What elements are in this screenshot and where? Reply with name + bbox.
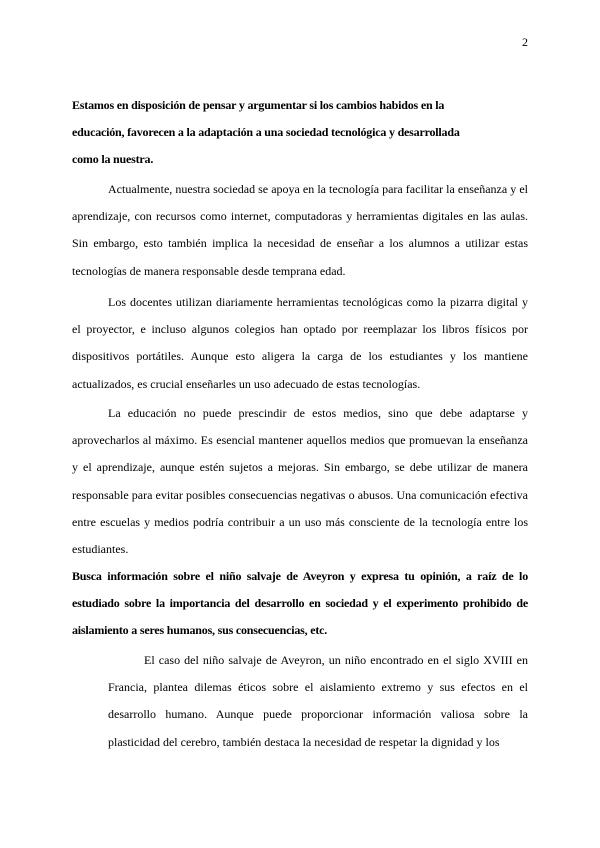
heading-1-line: educación, favorecen a la adaptación a una sociedad tecnológica y desarrollada: [72, 125, 460, 140]
section-heading-2: Busca información sobre el niño salvaje de Aveyron y expresa tu opinión, a raíz de lo estudiado sobre la importancia del desarrollo en sociedad y el experimento prohibido de aislamiento a seres humanos, sus consecuencias, etc.: [72, 569, 528, 638]
paragraph-teachers-tools: Los docentes utilizan diariamente herramientas tecnológicas como la pizarra digital y el proyector, e incluso algunos colegios han optado por reemplazar los libros físicos por dispositivos portátiles. Aunque esto aligera la carga de los estudiantes y los mantiene actualizados, es crucial enseñarles un uso adecuado de estas tecnologías.: [72, 295, 528, 391]
heading-1-line: como la nuestra.: [72, 152, 154, 167]
section-heading-1: [72, 92, 528, 174]
page-number: 2: [522, 35, 528, 49]
heading-1-line: Estamos en disposición de pensar y argumentar si los cambios habidos en la: [72, 98, 445, 112]
paragraph-aveyron-case: El caso del niño salvaje de Aveyron, un niño encontrado en el siglo XVIII en Francia, plantea dilemas éticos sobre el aislamiento extremo y sus efectos en el desarrollo humano. Aunque puede proporcionar información valiosa sobre la plasticidad del cerebro, también destaca la necesidad de respetar la dignidad y los: [108, 653, 528, 749]
paragraph-education-media: La educación no puede prescindir de estos medios, sino que debe adaptarse y aprovecharlos al máximo. Es esencial mantener aquellos medios que promuevan la enseñanza y el aprendizaje, aunque estén sujetos a mejoras. Sin embargo, se debe utilizar de manera responsable para evitar posibles consecuencias negativas o abusos. Una comunicación efectiva entre escuelas y medios podría contribuir a un uso más consciente de la tecnología entre los estudiantes.: [72, 406, 528, 557]
paragraph-technology-society: Actualmente, nuestra sociedad se apoya en la tecnología para facilitar la enseñanza y el aprendizaje, con recursos como internet, computadoras y herramientas digitales en las aulas. Sin embargo, esto también implica la necesidad de enseñar a los alumnos a utilizar estas tecnologías de manera responsable desde temprana edad.: [72, 182, 528, 278]
